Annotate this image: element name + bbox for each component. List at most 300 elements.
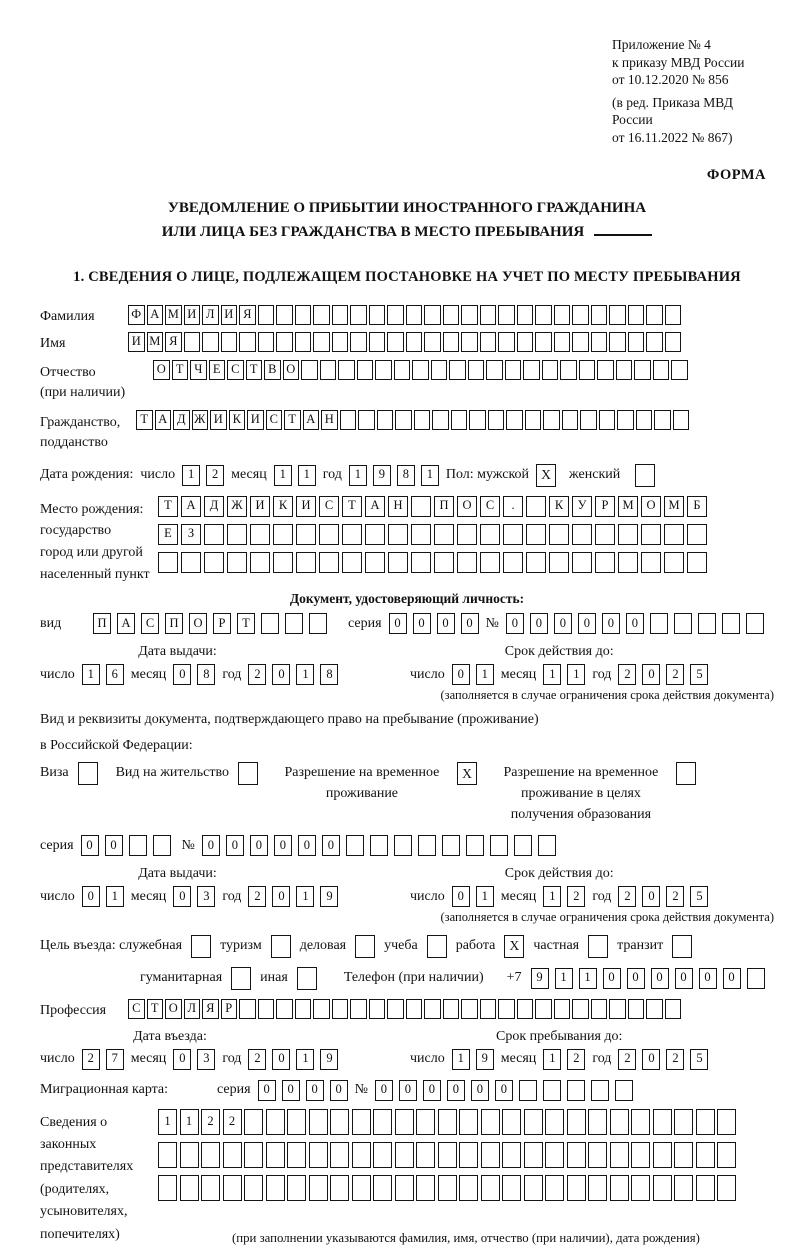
char-cell[interactable] (373, 1175, 392, 1201)
char-cell[interactable] (535, 332, 552, 352)
char-cell[interactable]: 0 (642, 886, 660, 907)
char-cell[interactable] (416, 1175, 435, 1201)
char-cell[interactable] (223, 1142, 242, 1168)
char-cell[interactable] (319, 524, 339, 545)
char-cell[interactable]: 0 (272, 886, 290, 907)
char-cell[interactable] (717, 1109, 736, 1135)
char-cell[interactable] (340, 410, 357, 430)
char-cell[interactable]: Ж (227, 496, 247, 517)
char-cell[interactable]: 0 (413, 613, 431, 634)
purpose-private-checkbox[interactable] (588, 935, 608, 958)
char-cell[interactable] (129, 835, 147, 856)
char-cell[interactable] (250, 524, 270, 545)
char-cell[interactable] (591, 332, 608, 352)
char-cell[interactable] (352, 1175, 371, 1201)
char-cell[interactable]: 1 (82, 664, 100, 685)
char-cell[interactable]: 2 (223, 1109, 242, 1135)
char-cell[interactable]: Т (158, 496, 178, 517)
char-cell[interactable] (517, 999, 534, 1019)
char-cell[interactable] (223, 1175, 242, 1201)
char-cell[interactable]: 1 (298, 465, 316, 486)
char-cell[interactable] (591, 999, 608, 1019)
char-cell[interactable] (698, 613, 716, 634)
char-cell[interactable] (717, 1175, 736, 1201)
char-cell[interactable] (180, 1142, 199, 1168)
char-cell[interactable]: З (181, 524, 201, 545)
char-cell[interactable] (480, 305, 497, 325)
char-cell[interactable]: Н (321, 410, 338, 430)
char-cell[interactable]: 0 (423, 1080, 441, 1101)
char-cell[interactable] (696, 1142, 715, 1168)
purpose-humanitarian-checkbox[interactable] (231, 967, 251, 990)
char-cell[interactable]: 1 (296, 886, 314, 907)
char-cell[interactable] (687, 524, 707, 545)
char-cell[interactable] (610, 1175, 629, 1201)
char-cell[interactable] (266, 1175, 285, 1201)
char-cell[interactable] (631, 1109, 650, 1135)
char-cell[interactable]: 1 (543, 1049, 561, 1070)
char-cell[interactable]: 0 (258, 1080, 276, 1101)
char-cell[interactable] (276, 999, 293, 1019)
char-cell[interactable] (204, 552, 224, 573)
char-cell[interactable] (394, 360, 411, 380)
char-cell[interactable] (332, 332, 349, 352)
char-cell[interactable]: 2 (666, 886, 684, 907)
char-cell[interactable]: О (165, 999, 182, 1019)
char-cell[interactable] (180, 1175, 199, 1201)
char-cell[interactable]: Л (184, 999, 201, 1019)
char-cell[interactable] (273, 524, 293, 545)
char-cell[interactable]: 0 (452, 886, 470, 907)
char-cell[interactable] (395, 1109, 414, 1135)
char-cell[interactable] (653, 1109, 672, 1135)
char-cell[interactable] (451, 410, 468, 430)
char-cell[interactable]: Н (388, 496, 408, 517)
char-cell[interactable]: 0 (173, 886, 191, 907)
char-cell[interactable]: 0 (375, 1080, 393, 1101)
char-cell[interactable] (416, 1142, 435, 1168)
char-cell[interactable] (480, 524, 500, 545)
char-cell[interactable] (481, 1175, 500, 1201)
char-cell[interactable] (227, 552, 247, 573)
char-cell[interactable] (350, 999, 367, 1019)
char-cell[interactable] (486, 360, 503, 380)
char-cell[interactable]: 5 (690, 664, 708, 685)
char-cell[interactable] (549, 552, 569, 573)
char-cell[interactable] (438, 1175, 457, 1201)
char-cell[interactable] (153, 835, 171, 856)
char-cell[interactable]: 9 (476, 1049, 494, 1070)
char-cell[interactable] (395, 1142, 414, 1168)
char-cell[interactable] (595, 552, 615, 573)
char-cell[interactable]: 0 (471, 1080, 489, 1101)
char-cell[interactable]: Е (209, 360, 226, 380)
female-checkbox[interactable] (635, 464, 655, 487)
char-cell[interactable]: 0 (675, 968, 693, 989)
char-cell[interactable] (350, 332, 367, 352)
char-cell[interactable] (258, 332, 275, 352)
char-cell[interactable]: 0 (627, 968, 645, 989)
char-cell[interactable] (560, 360, 577, 380)
char-cell[interactable]: П (434, 496, 454, 517)
char-cell[interactable] (634, 360, 651, 380)
char-cell[interactable] (572, 552, 592, 573)
char-cell[interactable] (411, 552, 431, 573)
char-cell[interactable] (641, 524, 661, 545)
char-cell[interactable] (338, 360, 355, 380)
char-cell[interactable] (309, 1142, 328, 1168)
char-cell[interactable] (443, 305, 460, 325)
char-cell[interactable] (434, 524, 454, 545)
char-cell[interactable]: 2 (567, 1049, 585, 1070)
char-cell[interactable] (567, 1109, 586, 1135)
char-cell[interactable]: . (503, 496, 523, 517)
char-cell[interactable] (350, 305, 367, 325)
char-cell[interactable] (599, 410, 616, 430)
char-cell[interactable] (357, 360, 374, 380)
char-cell[interactable]: М (147, 332, 164, 352)
char-cell[interactable] (416, 1109, 435, 1135)
char-cell[interactable] (266, 1109, 285, 1135)
char-cell[interactable] (665, 332, 682, 352)
char-cell[interactable]: 8 (197, 664, 215, 685)
char-cell[interactable] (287, 1142, 306, 1168)
char-cell[interactable] (313, 999, 330, 1019)
char-cell[interactable] (572, 999, 589, 1019)
char-cell[interactable] (490, 835, 508, 856)
char-cell[interactable]: 6 (106, 664, 124, 685)
char-cell[interactable] (459, 1142, 478, 1168)
char-cell[interactable] (591, 1080, 609, 1101)
char-cell[interactable]: 0 (226, 835, 244, 856)
char-cell[interactable] (330, 1142, 349, 1168)
char-cell[interactable]: М (664, 496, 684, 517)
char-cell[interactable] (414, 410, 431, 430)
char-cell[interactable] (524, 1142, 543, 1168)
char-cell[interactable]: К (549, 496, 569, 517)
char-cell[interactable]: 0 (274, 835, 292, 856)
char-cell[interactable] (519, 1080, 537, 1101)
char-cell[interactable] (579, 360, 596, 380)
char-cell[interactable] (498, 999, 515, 1019)
char-cell[interactable] (461, 999, 478, 1019)
char-cell[interactable]: 5 (690, 886, 708, 907)
male-checkbox[interactable]: X (536, 464, 556, 487)
char-cell[interactable] (618, 552, 638, 573)
char-cell[interactable] (418, 835, 436, 856)
char-cell[interactable]: Т (147, 999, 164, 1019)
char-cell[interactable] (266, 1142, 285, 1168)
char-cell[interactable]: 0 (626, 613, 644, 634)
char-cell[interactable] (480, 552, 500, 573)
char-cell[interactable] (332, 999, 349, 1019)
char-cell[interactable] (673, 410, 690, 430)
char-cell[interactable]: 0 (461, 613, 479, 634)
char-cell[interactable] (542, 360, 559, 380)
char-cell[interactable]: Т (172, 360, 189, 380)
char-cell[interactable] (696, 1175, 715, 1201)
char-cell[interactable]: 0 (495, 1080, 513, 1101)
char-cell[interactable] (411, 524, 431, 545)
char-cell[interactable]: 5 (690, 1049, 708, 1070)
char-cell[interactable] (158, 1142, 177, 1168)
char-cell[interactable] (406, 999, 423, 1019)
char-cell[interactable]: Я (202, 999, 219, 1019)
char-cell[interactable]: Т (342, 496, 362, 517)
char-cell[interactable] (373, 1109, 392, 1135)
char-cell[interactable]: 8 (397, 465, 415, 486)
purpose-work-checkbox[interactable]: X (504, 935, 524, 958)
char-cell[interactable]: 0 (642, 664, 660, 685)
char-cell[interactable] (387, 999, 404, 1019)
char-cell[interactable]: 0 (642, 1049, 660, 1070)
char-cell[interactable] (295, 332, 312, 352)
char-cell[interactable]: 2 (618, 886, 636, 907)
char-cell[interactable] (181, 552, 201, 573)
char-cell[interactable]: И (247, 410, 264, 430)
char-cell[interactable] (244, 1109, 263, 1135)
char-cell[interactable] (309, 1175, 328, 1201)
char-cell[interactable] (543, 1080, 561, 1101)
char-cell[interactable]: 1 (476, 886, 494, 907)
char-cell[interactable]: Ж (192, 410, 209, 430)
char-cell[interactable]: 1 (182, 465, 200, 486)
char-cell[interactable]: 9 (373, 465, 391, 486)
char-cell[interactable]: 9 (320, 886, 338, 907)
char-cell[interactable]: 0 (530, 613, 548, 634)
residence-permit-checkbox[interactable] (238, 762, 258, 785)
char-cell[interactable]: А (155, 410, 172, 430)
char-cell[interactable]: 0 (699, 968, 717, 989)
char-cell[interactable]: О (153, 360, 170, 380)
char-cell[interactable]: 1 (555, 968, 573, 989)
char-cell[interactable] (227, 524, 247, 545)
char-cell[interactable] (535, 999, 552, 1019)
char-cell[interactable]: 8 (320, 664, 338, 685)
char-cell[interactable] (424, 332, 441, 352)
char-cell[interactable] (295, 999, 312, 1019)
char-cell[interactable] (244, 1142, 263, 1168)
char-cell[interactable]: 0 (389, 613, 407, 634)
char-cell[interactable]: 1 (296, 664, 314, 685)
char-cell[interactable] (369, 305, 386, 325)
char-cell[interactable] (631, 1142, 650, 1168)
char-cell[interactable] (301, 360, 318, 380)
char-cell[interactable] (158, 1175, 177, 1201)
char-cell[interactable]: 0 (330, 1080, 348, 1101)
char-cell[interactable] (517, 305, 534, 325)
char-cell[interactable] (309, 1109, 328, 1135)
char-cell[interactable]: Я (165, 332, 182, 352)
char-cell[interactable] (588, 1109, 607, 1135)
char-cell[interactable]: 1 (543, 886, 561, 907)
char-cell[interactable] (388, 552, 408, 573)
char-cell[interactable] (674, 1109, 693, 1135)
char-cell[interactable] (535, 305, 552, 325)
char-cell[interactable]: П (165, 613, 183, 634)
char-cell[interactable] (313, 305, 330, 325)
char-cell[interactable] (498, 332, 515, 352)
visa-checkbox[interactable] (78, 762, 98, 785)
char-cell[interactable]: А (117, 613, 135, 634)
char-cell[interactable] (273, 552, 293, 573)
char-cell[interactable]: Т (237, 613, 255, 634)
char-cell[interactable]: И (210, 410, 227, 430)
char-cell[interactable] (502, 1109, 521, 1135)
char-cell[interactable]: И (184, 305, 201, 325)
char-cell[interactable] (358, 410, 375, 430)
char-cell[interactable] (434, 552, 454, 573)
char-cell[interactable]: 2 (206, 465, 224, 486)
char-cell[interactable] (674, 1175, 693, 1201)
char-cell[interactable] (276, 305, 293, 325)
char-cell[interactable]: И (128, 332, 145, 352)
char-cell[interactable]: Р (595, 496, 615, 517)
char-cell[interactable] (276, 332, 293, 352)
char-cell[interactable] (388, 524, 408, 545)
char-cell[interactable] (406, 332, 423, 352)
char-cell[interactable] (653, 1142, 672, 1168)
char-cell[interactable] (431, 360, 448, 380)
char-cell[interactable]: 0 (723, 968, 741, 989)
char-cell[interactable]: Ч (190, 360, 207, 380)
char-cell[interactable] (562, 410, 579, 430)
char-cell[interactable] (502, 1142, 521, 1168)
char-cell[interactable] (457, 552, 477, 573)
char-cell[interactable] (524, 1175, 543, 1201)
char-cell[interactable] (250, 552, 270, 573)
char-cell[interactable]: Е (158, 524, 178, 545)
char-cell[interactable] (457, 524, 477, 545)
char-cell[interactable] (319, 552, 339, 573)
char-cell[interactable]: О (641, 496, 661, 517)
char-cell[interactable] (375, 360, 392, 380)
char-cell[interactable] (646, 332, 663, 352)
char-cell[interactable] (746, 613, 764, 634)
char-cell[interactable] (369, 999, 386, 1019)
char-cell[interactable] (580, 410, 597, 430)
char-cell[interactable] (717, 1142, 736, 1168)
char-cell[interactable] (395, 1175, 414, 1201)
char-cell[interactable]: Б (687, 496, 707, 517)
char-cell[interactable] (674, 1142, 693, 1168)
char-cell[interactable] (387, 332, 404, 352)
char-cell[interactable]: 2 (248, 664, 266, 685)
char-cell[interactable] (443, 999, 460, 1019)
char-cell[interactable] (369, 332, 386, 352)
char-cell[interactable]: 1 (158, 1109, 177, 1135)
char-cell[interactable] (468, 360, 485, 380)
char-cell[interactable]: Т (284, 410, 301, 430)
char-cell[interactable] (443, 332, 460, 352)
char-cell[interactable]: 1 (274, 465, 292, 486)
char-cell[interactable] (503, 524, 523, 545)
char-cell[interactable]: 0 (554, 613, 572, 634)
char-cell[interactable] (258, 999, 275, 1019)
char-cell[interactable] (313, 332, 330, 352)
char-cell[interactable] (549, 524, 569, 545)
char-cell[interactable] (258, 305, 275, 325)
purpose-official-checkbox[interactable] (191, 935, 211, 958)
char-cell[interactable] (628, 305, 645, 325)
char-cell[interactable] (610, 1109, 629, 1135)
char-cell[interactable]: Р (213, 613, 231, 634)
char-cell[interactable]: О (189, 613, 207, 634)
char-cell[interactable] (747, 968, 765, 989)
char-cell[interactable]: 0 (651, 968, 669, 989)
char-cell[interactable]: А (147, 305, 164, 325)
char-cell[interactable] (202, 332, 219, 352)
char-cell[interactable] (687, 552, 707, 573)
char-cell[interactable]: 0 (578, 613, 596, 634)
char-cell[interactable] (664, 524, 684, 545)
char-cell[interactable] (365, 552, 385, 573)
char-cell[interactable] (526, 524, 546, 545)
char-cell[interactable] (610, 1142, 629, 1168)
char-cell[interactable]: 0 (272, 664, 290, 685)
char-cell[interactable] (204, 524, 224, 545)
char-cell[interactable]: 1 (476, 664, 494, 685)
char-cell[interactable] (332, 305, 349, 325)
char-cell[interactable]: 2 (82, 1049, 100, 1070)
char-cell[interactable]: Р (221, 999, 238, 1019)
char-cell[interactable] (595, 524, 615, 545)
char-cell[interactable] (309, 613, 327, 634)
char-cell[interactable] (545, 1142, 564, 1168)
char-cell[interactable]: К (229, 410, 246, 430)
char-cell[interactable] (461, 305, 478, 325)
char-cell[interactable] (342, 524, 362, 545)
char-cell[interactable]: 0 (322, 835, 340, 856)
char-cell[interactable]: 1 (452, 1049, 470, 1070)
char-cell[interactable] (244, 1175, 263, 1201)
char-cell[interactable] (184, 332, 201, 352)
char-cell[interactable]: Л (202, 305, 219, 325)
char-cell[interactable] (373, 1142, 392, 1168)
char-cell[interactable] (295, 305, 312, 325)
char-cell[interactable] (615, 1080, 633, 1101)
char-cell[interactable] (330, 1175, 349, 1201)
char-cell[interactable]: С (141, 613, 159, 634)
char-cell[interactable] (330, 1109, 349, 1135)
char-cell[interactable] (442, 835, 460, 856)
char-cell[interactable] (239, 999, 256, 1019)
char-cell[interactable]: 0 (437, 613, 455, 634)
char-cell[interactable] (631, 1175, 650, 1201)
char-cell[interactable] (722, 613, 740, 634)
char-cell[interactable] (597, 360, 614, 380)
char-cell[interactable] (406, 305, 423, 325)
char-cell[interactable] (591, 305, 608, 325)
char-cell[interactable] (572, 332, 589, 352)
char-cell[interactable] (609, 305, 626, 325)
char-cell[interactable]: 1 (296, 1049, 314, 1070)
char-cell[interactable]: 0 (447, 1080, 465, 1101)
char-cell[interactable] (432, 410, 449, 430)
char-cell[interactable]: И (250, 496, 270, 517)
char-cell[interactable]: А (181, 496, 201, 517)
char-cell[interactable]: 1 (543, 664, 561, 685)
char-cell[interactable]: 2 (666, 664, 684, 685)
char-cell[interactable] (517, 332, 534, 352)
char-cell[interactable] (654, 410, 671, 430)
char-cell[interactable] (296, 524, 316, 545)
char-cell[interactable]: В (264, 360, 281, 380)
char-cell[interactable]: 9 (531, 968, 549, 989)
char-cell[interactable] (505, 360, 522, 380)
char-cell[interactable]: 0 (173, 664, 191, 685)
char-cell[interactable]: Т (136, 410, 153, 430)
